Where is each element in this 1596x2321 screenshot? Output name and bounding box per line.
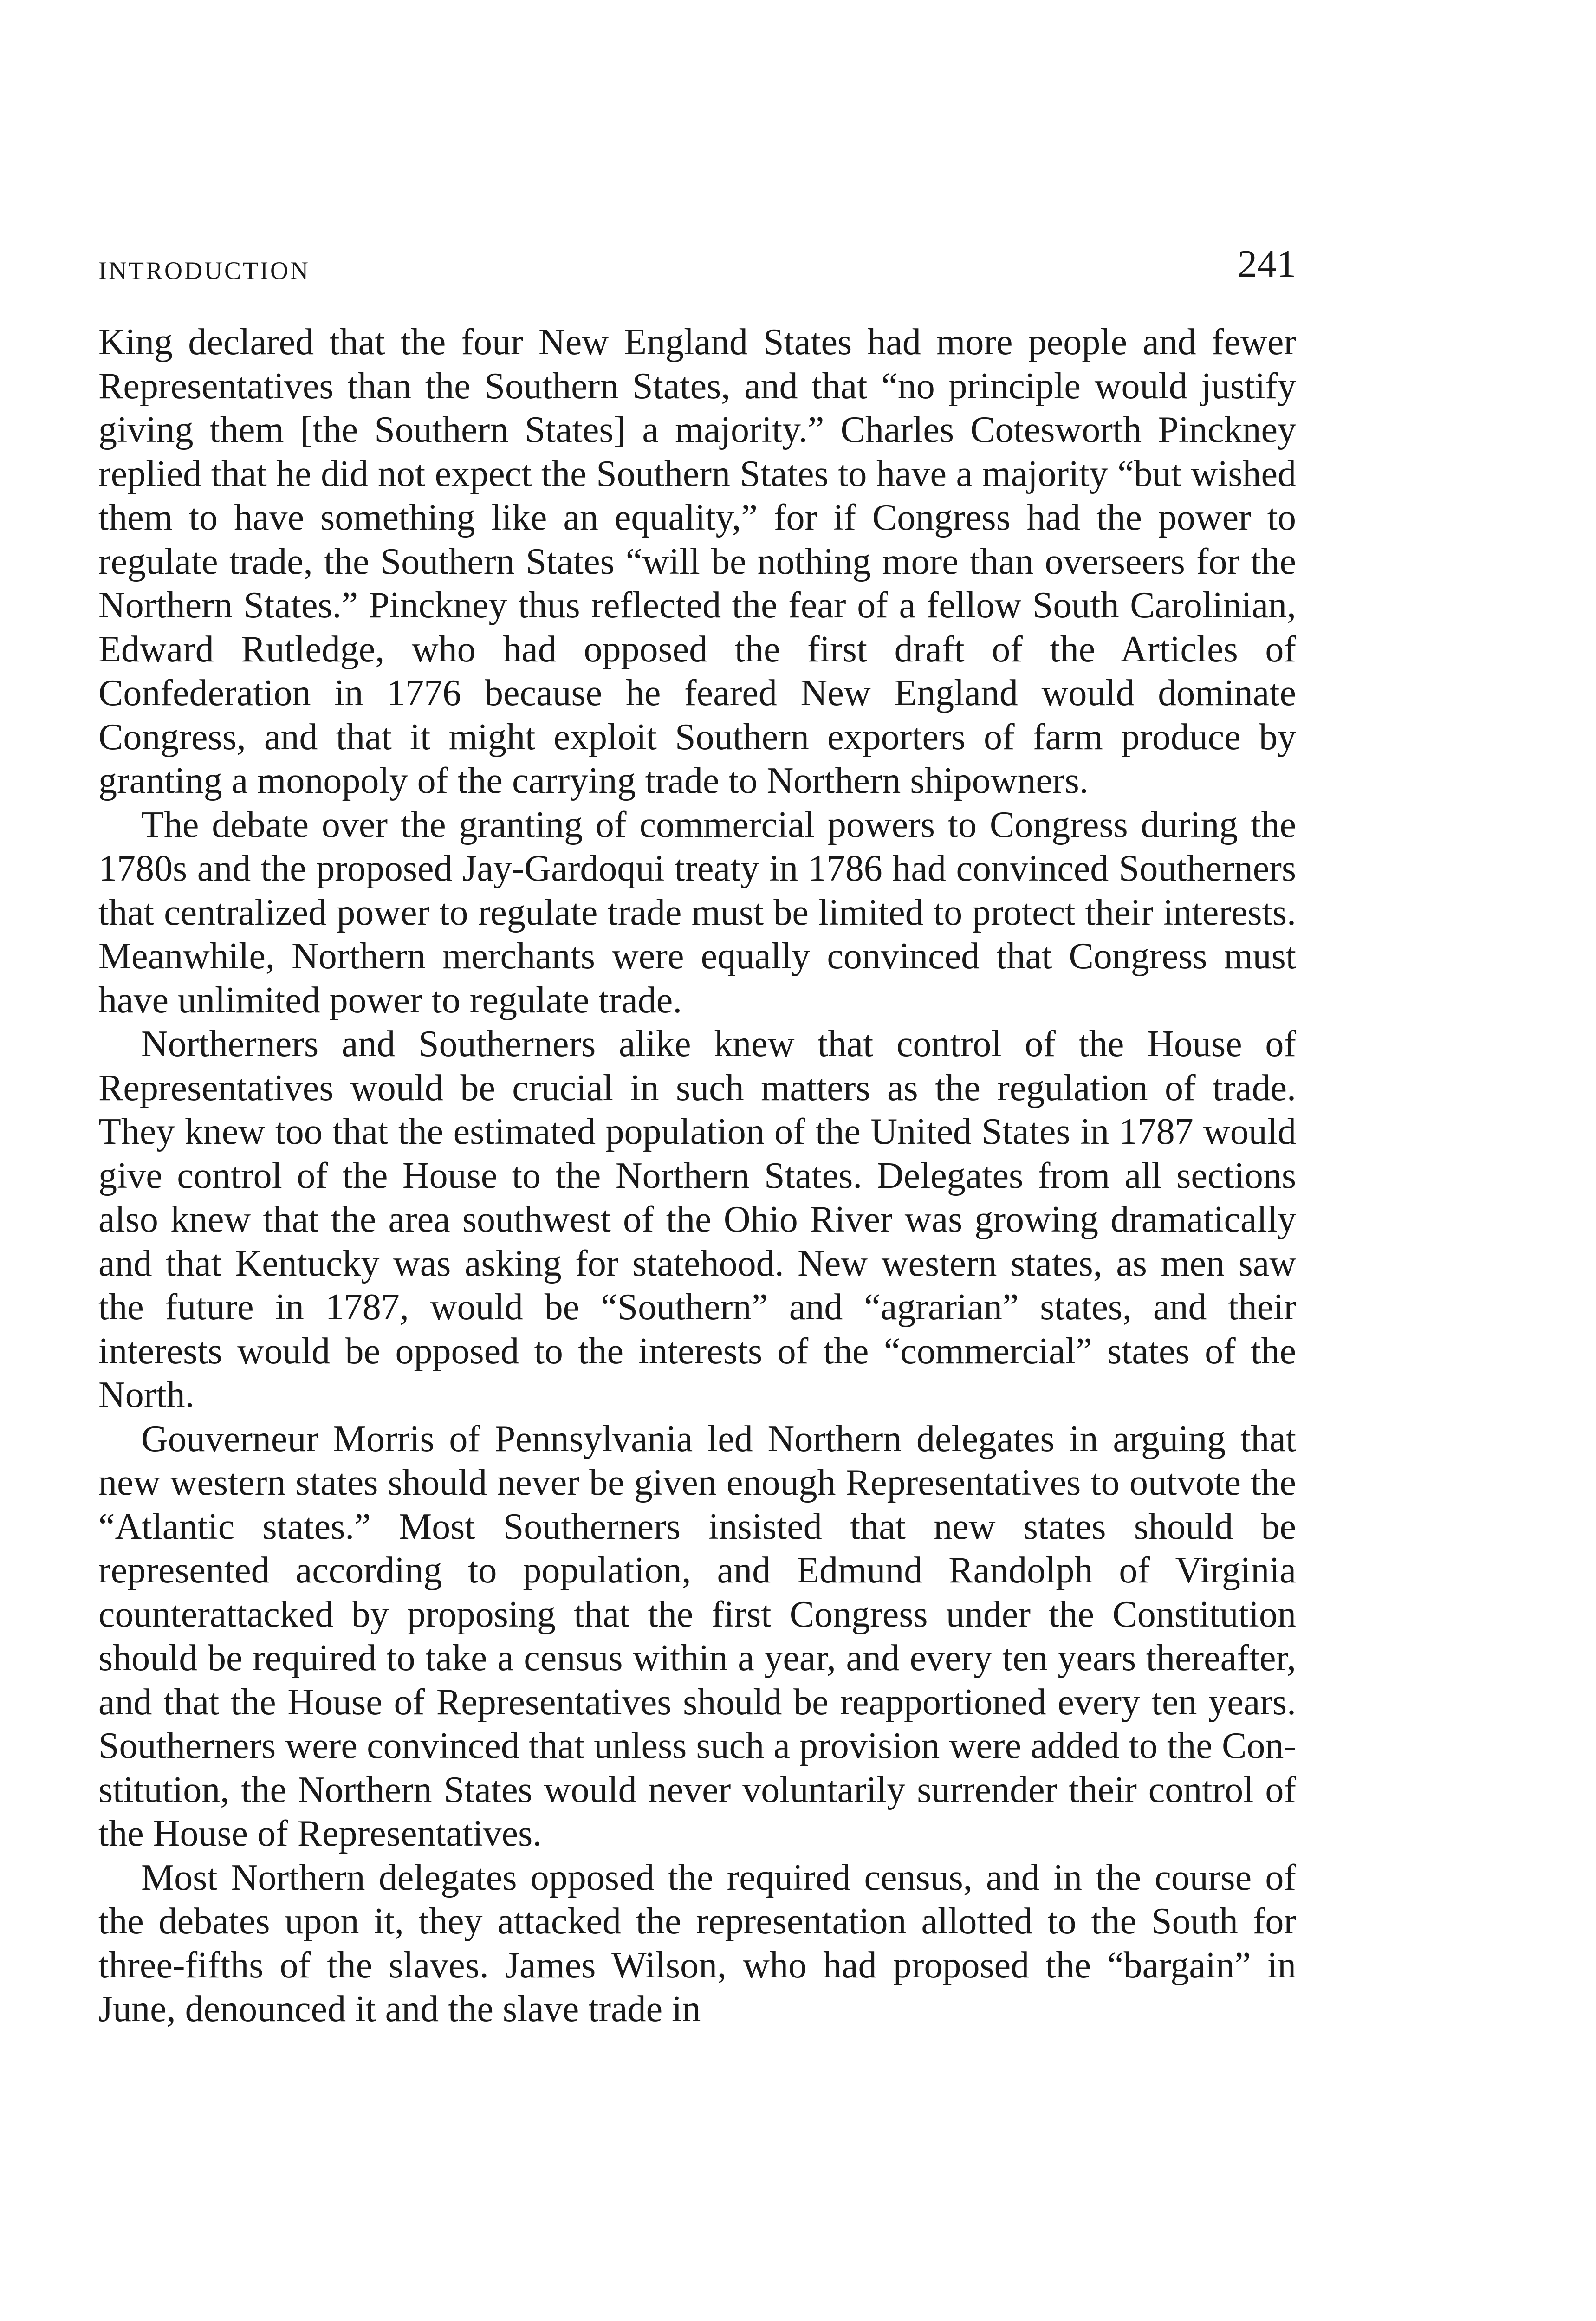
paragraph-4: Gouverneur Morris of Pennsylvania led Northern delegates in arguing that new western states should never be given enough Representatives to outvote the “Atlantic states.” Most Southerners insisted that new states should be represented according to population, and Edmund Randolph of Virginia counterattacked by proposing that the first Congress under the Constitution should be required to take a census within a year, and every ten years thereafter, and that the House of Representatives should be reapportioned every ten years. Southerners were convinced that unless such a provision were added to the Constitution, the Northern States would never voluntarily surrender their control of the House of Representatives.: [98, 1418, 1296, 1854]
section-title: INTRODUCTION: [98, 257, 310, 285]
paragraph-1: King declared that the four New England States had more people and fewer Representatives than the Southern States, and that “no principle would justify giving them [the Southern States] a majority.” Charles Cotesworth Pinckney replied that he did not expect the Southern States to have a majority “but wished them to have something like an equality,” for if Congress had the power to regulate trade, the Southern States “will be nothing more than overseers for the Northern States.” Pinckney thus reflected the fear of a fellow South Carolinian, Edward Rutledge, who had opposed the first draft of the Articles of Confederation in 1776 because he feared New England would dominate Congress, and that it might exploit Southern exporters of farm produce by granting a monopoly of the carrying trade to Northern shipowners.: [98, 322, 1296, 801]
body-text: [98, 320, 1296, 2031]
paragraph-3: Northerners and Southerners alike knew that control of the House of Representatives would be crucial in such matters as the regulation of trade. They knew too that the estimated population of the United States in 1787 would give control of the House to the Northern States. Delegates from all sections also knew that the area southwest of the Ohio River was growing dramatically and that Kentucky was asking for statehood. New western states, as men saw the future in 1787, would be “Southern” and “agrarian” states, and their interests would be opposed to the interests of the “commercial” states of the North.: [98, 1024, 1296, 1415]
paragraph-5: Most Northern delegates opposed the required census, and in the course of the debates upon it, they attacked the representation allotted to the South for three-fifths of the slaves. James Wilson, who had proposed the “bargain” in June, denounced it and the slave trade in: [98, 1857, 1296, 2029]
page-number: 241: [1238, 242, 1296, 285]
paragraph-2: The debate over the granting of commercial powers to Congress during the 1780s and the proposed Jay-Gardoqui treaty in 1786 had convinced Southerners that centralized power to regulate trade must be limited to protect their interests. Meanwhile, Northern merchants were equally convinced that Congress must have unlimited power to regulate trade.: [98, 804, 1296, 1021]
running-head: [98, 241, 1296, 292]
